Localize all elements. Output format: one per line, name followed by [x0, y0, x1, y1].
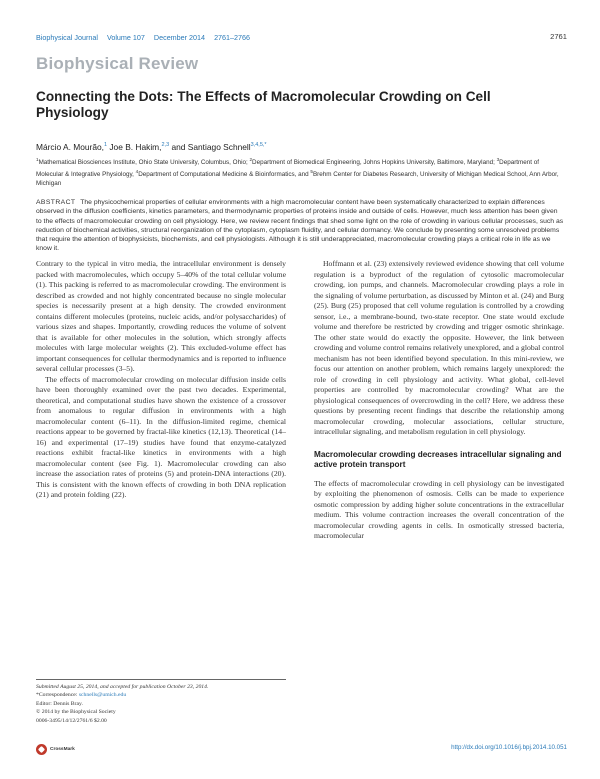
abstract: [36, 198, 564, 254]
journal-pages: 2761–2766: [214, 33, 251, 42]
section-heading: Macromolecular crowding decreases intracellular signaling and active protein transport: [314, 449, 562, 469]
footnote-rule: [36, 679, 286, 680]
affiliation-text: Brehm Center for Diabetes Research, University of Michigan Medical School, Ann Arbor, Michigan: [36, 171, 559, 188]
crossmark-label: CrossMark: [50, 747, 75, 752]
correspondence-email-link[interactable]: schnells@umich.edu: [78, 692, 127, 699]
crossmark-badge[interactable]: [36, 744, 75, 755]
body-column-left: [36, 259, 286, 679]
doi-link[interactable]: http://dx.doi.org/10.1016/j.bpj.2014.10.051: [451, 744, 567, 751]
section-label: Biophysical Review: [36, 54, 199, 73]
journal-volume: Volume 107: [106, 33, 145, 42]
affiliation-text: Department of Computational Medicine & Bioinformatics, and: [138, 171, 311, 179]
affiliations: [36, 155, 566, 188]
abstract-text: The physicochemical properties of cellular environments with a high macromolecular content have been systematically characterized to explain differences observed in the diffusion coefficients, kinetics parameters, and thermodynamic properties of proteins inside and outside of cells. However, much less attention has been given to the effects of macromolecular crowding on cell physiology. Here, we review recent findings that shed some light on the role of crowding in various cellular processes, such as reduction of biochemical activities, structural reorganization of the cytoplasm, cytoplasm fluidity, and cellular dormancy. We conclude by presenting some unresolved problems that require the attention of biophysicists, biochemists, and cell physiologists. Although it is still underappreciated, macromolecular crowding plays a critical role in life as we know it.: [36, 199, 564, 253]
article-title: Connecting the Dots: The Effects of Macromolecular Crowding on Cell Physiology: [36, 89, 491, 120]
affiliation-number: 4: [135, 169, 139, 175]
body-paragraph: The effects of macromolecular crowding in cell physiology can be investigated by exploiting the phenomenon of osmosis. Cells can be made to experience osmotic compression by adding higher solute concentrations in the extracellular medium. This volume contraction increases the overall concentration of the macromolecular crowding agents in cells. In osmotically stressed bacteria, macromolecular: [314, 478, 564, 540]
abstract-label: ABSTRACT: [36, 199, 76, 206]
editor-line: Editor: Dennis Bray.: [36, 700, 83, 707]
article-code: 0006-3495/14/12/2761/6 $2.00: [36, 717, 107, 724]
affiliation-text: Mathematical Biosciences Institute, Ohio State University, Columbus, Ohio;: [38, 159, 250, 167]
author-name: and Santiago Schnell: [169, 142, 251, 152]
affiliation-number: 1: [36, 157, 39, 162]
correspondence: [36, 691, 286, 700]
affiliation-number: 2: [249, 157, 253, 162]
body-paragraph: The effects of macromolecular crowding on molecular diffusion inside cells have been thoroughly examined over the past two decades. Experimental, theoretical, and computational studies have shown the existence of a crossover from anomalous to regular diffusion in environments with a high macromolecular content (6–11). In the diffusion-limited regime, chemical reactions appear to be governed by fractal-like kinetics (12,13). Theoretical (14–16) and experimental (17–19) studies have found that enzyme-catalyzed reactions exhibit fractal-like kinetics in environments with a high macromolecular content (see Fig. 1). Macromolecular crowding can also increase the association rates of proteins (5) and protein-DNA interactions (20). This is consistent with the known effects of crowding in both DNA replication (21) and protein folding (22).: [36, 374, 286, 499]
affiliation-number: 5: [310, 169, 313, 175]
body-column-right: [314, 259, 564, 729]
affiliation-text: Department of Molecular & Integrative Physiology,: [36, 159, 540, 179]
author-affiliation-ref[interactable]: 1: [103, 142, 108, 149]
running-head: [36, 33, 257, 42]
correspondence-label: *Correspondence:: [36, 692, 79, 699]
journal-name[interactable]: Biophysical Journal: [36, 33, 98, 42]
copyright-line: © 2014 by the Biophysical Society: [36, 709, 116, 716]
affiliation-number: 3: [496, 157, 500, 162]
author-affiliation-ref[interactable]: 3,4,5,*: [250, 142, 267, 149]
affiliation-text: Department of Biomedical Engineering, Johns Hopkins University, Baltimore, Maryland;: [252, 159, 497, 167]
author-name: Joe B. Hakim,: [107, 142, 162, 152]
body-paragraph: Hoffmann et al. (23) extensively reviewed evidence showing that cell volume regulation is a byproduct of the regulation of cytosolic macromolecular crowding, ion pumps, and channels. Macromolecular crowding plays a role in the signaling of volume perturbation, as discussed by Minton et al. (24) and Burg (25). Burg (25) proposed that cell volume regulation is controlled by a crowding sensor, i.e., a membrane-bound, two-state receptor. One state would exclude volume and therefore be restricted by crowding and trigger osmotic shrinkage. The other state would do exactly the opposite. However, the link between crowding and volume control remains relatively unexplored, and a global control mechanism has not been identified beyond speculation. In this mini-review, we focus our attention on another problem, which remains largely unexplored: the role of crowding in cell physiology and activity. What global, cell-level properties are controlled by macromolecular crowding? What are the physiological consequences of overcrowding in the cell? Here, we address these questions by presenting recent findings that describe the relationship among macromolecular crowding, molecular associations, cellular structure, intracellular signaling, and metabolism regulation in cell physiology.: [314, 259, 564, 436]
author-affiliation-ref[interactable]: 2,3: [161, 142, 170, 149]
journal-date: December 2014: [153, 33, 206, 42]
page-number: 2761: [550, 32, 567, 41]
submission-dates: [36, 683, 286, 692]
author-name: Márcio A. Mourão,: [36, 142, 104, 152]
footnotes: [36, 679, 286, 726]
submission-text: Submitted August 25, 2014, and accepted for publication October 23, 2014.: [36, 683, 209, 690]
crossmark-icon: [36, 744, 47, 755]
author-list: [36, 142, 267, 152]
body-paragraph: Contrary to the typical in vitro media, the intracellular environment is densely packed with macromolecules, which occupy 5–40% of the total cellular volume (1). This packing is referred to as macromolecular crowding. The environment is described as crowded and not highly concentrated because no single molecular species is necessarily present at a high density. The crowded environment contains different molecules (proteins, nucleic acids, and/or polysaccharides) of various sizes and shapes. Importantly, crowding reduces the volume of solvent that is available for other molecules in the solution, which strongly affects molecules with large molecular weights (2). This excluded-volume effect has important consequences for cellular thermodynamics and is reported to influence several cellular processes (3–5).: [36, 259, 286, 373]
